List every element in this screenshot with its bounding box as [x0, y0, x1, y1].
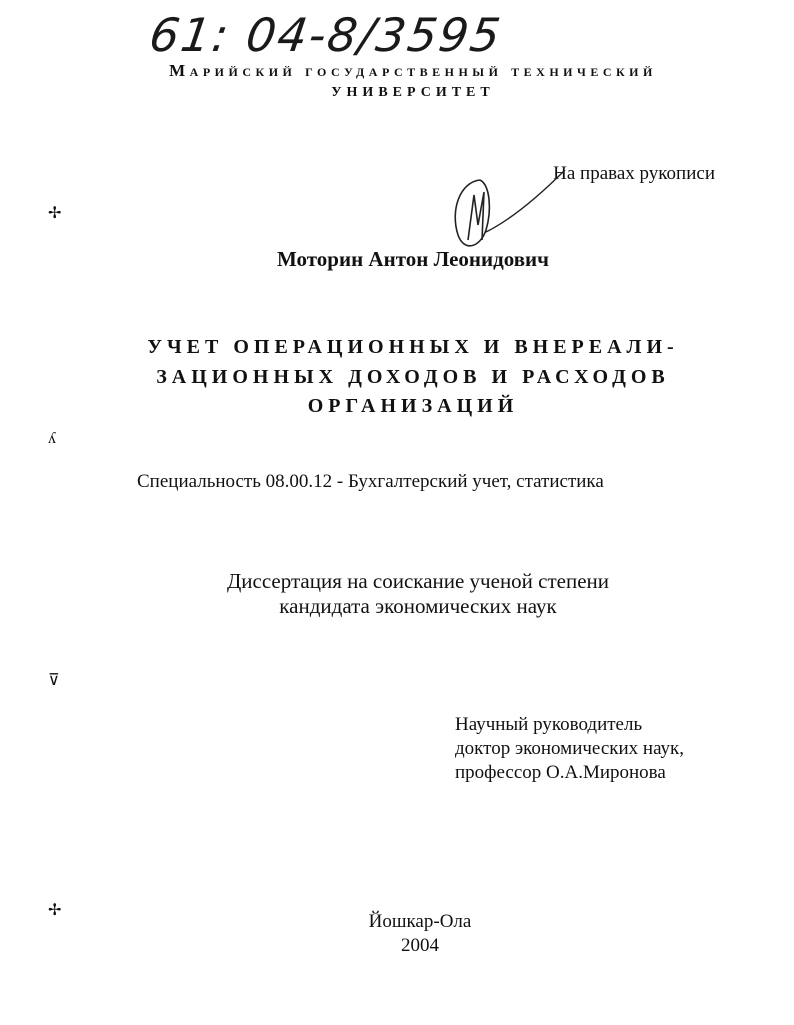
supervisor-line1: Научный руководитель [455, 714, 643, 735]
rights-note: На правах рукописи [553, 163, 715, 184]
scan-mark: ʎ [48, 430, 56, 447]
university-name-line2: УНИВЕРСИТЕТ [331, 85, 495, 100]
university-name-line1: Марийский государственный технический [169, 61, 657, 80]
specialty: Специальность 08.00.12 - Бухгалтерский учет, статистика [137, 471, 604, 492]
title-line1: УЧЕТ ОПЕРАЦИОННЫХ И ВНЕРЕАЛИ- [147, 336, 679, 358]
supervisor-line3: профессор О.А.Миронова [455, 762, 666, 783]
title-line3: ОРГАНИЗАЦИЙ [307, 395, 519, 417]
author-name: Моторин Антон Леонидович [277, 247, 549, 271]
dissertation-line2: кандидата экономических наук [279, 594, 557, 618]
scan-mark: ✢ [48, 205, 62, 222]
city: Йошкар-Ола [368, 911, 472, 932]
title-line2: ЗАЦИОННЫХ ДОХОДОВ И РАСХОДОВ [156, 366, 670, 388]
supervisor-line2: доктор экономических наук, [455, 738, 685, 759]
scan-mark: ⊽ [48, 672, 60, 689]
handwritten-archive-code: 61: 04-8/3595 [146, 8, 506, 62]
year: 2004 [401, 935, 439, 956]
dissertation-line1: Диссертация на соискание ученой степени [226, 569, 610, 593]
scan-mark: ✢ [48, 902, 62, 919]
